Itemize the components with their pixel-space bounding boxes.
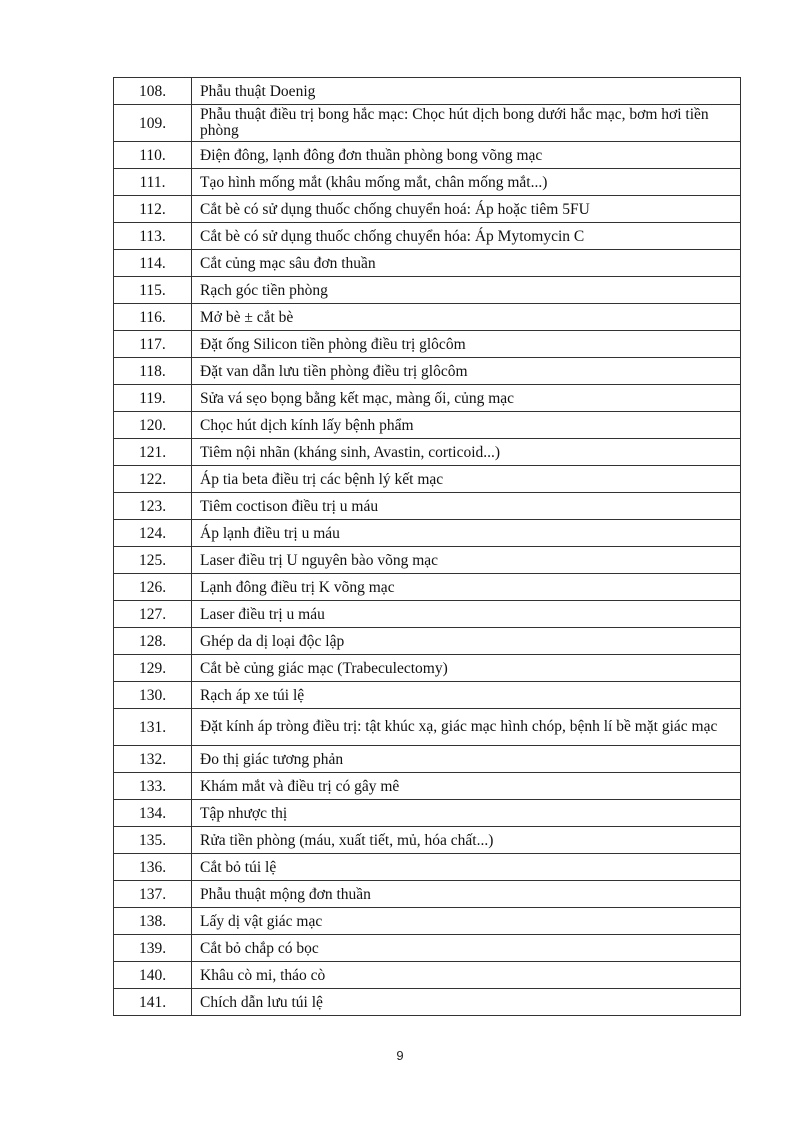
- procedure-name: Khâu cò mi, tháo cò: [192, 962, 741, 989]
- table-row: [114, 358, 741, 385]
- procedure-name: Cắt củng mạc sâu đơn thuần: [192, 250, 741, 277]
- row-number: 131.: [114, 709, 192, 746]
- table-row: [114, 493, 741, 520]
- procedure-name: Lấy dị vật giác mạc: [192, 908, 741, 935]
- procedure-name: Rửa tiền phòng (máu, xuất tiết, mủ, hóa chất...): [192, 827, 741, 854]
- table-row: [114, 466, 741, 493]
- table-row: [114, 881, 741, 908]
- procedure-name: Laser điều trị U nguyên bào võng mạc: [192, 547, 741, 574]
- table-row: [114, 989, 741, 1016]
- table-row: [114, 773, 741, 800]
- row-number: 110.: [114, 142, 192, 169]
- row-number: 115.: [114, 277, 192, 304]
- table-row: [114, 105, 741, 142]
- procedure-name: Chọc hút dịch kính lấy bệnh phẩm: [192, 412, 741, 439]
- table-row: [114, 962, 741, 989]
- row-number: 129.: [114, 655, 192, 682]
- table-row: [114, 412, 741, 439]
- table-row: [114, 142, 741, 169]
- table-row: [114, 827, 741, 854]
- procedure-name: Cắt bỏ chắp có bọc: [192, 935, 741, 962]
- table-row: [114, 223, 741, 250]
- procedure-name: Rạch áp xe túi lệ: [192, 682, 741, 709]
- procedure-table: [113, 77, 741, 1016]
- procedure-name: Cắt bè có sử dụng thuốc chống chuyển hoá: Áp hoặc tiêm 5FU: [192, 196, 741, 223]
- row-number: 108.: [114, 78, 192, 105]
- row-number: 140.: [114, 962, 192, 989]
- row-number: 135.: [114, 827, 192, 854]
- procedure-name: Lạnh đông điều trị K võng mạc: [192, 574, 741, 601]
- table-row: [114, 601, 741, 628]
- table-row: [114, 854, 741, 881]
- row-number: 109.: [114, 105, 192, 142]
- row-number: 114.: [114, 250, 192, 277]
- row-number: 133.: [114, 773, 192, 800]
- table-row: [114, 709, 741, 746]
- row-number: 125.: [114, 547, 192, 574]
- row-number: 128.: [114, 628, 192, 655]
- procedure-name: Phẫu thuật điều trị bong hắc mạc: Chọc hút dịch bong dưới hắc mạc, bơm hơi tiền phòng: [192, 105, 741, 142]
- procedure-name: Tập nhược thị: [192, 800, 741, 827]
- procedure-name: Áp tia beta điều trị các bệnh lý kết mạc: [192, 466, 741, 493]
- table-row: [114, 196, 741, 223]
- table-row: [114, 655, 741, 682]
- row-number: 136.: [114, 854, 192, 881]
- procedure-name: Phẫu thuật Doenig: [192, 78, 741, 105]
- row-number: 116.: [114, 304, 192, 331]
- row-number: 117.: [114, 331, 192, 358]
- table-row: [114, 908, 741, 935]
- row-number: 134.: [114, 800, 192, 827]
- procedure-name: Cắt bè có sử dụng thuốc chống chuyển hóa: Áp Mytomycin C: [192, 223, 741, 250]
- procedure-name: Tạo hình mống mắt (khâu mống mắt, chân mống mắt...): [192, 169, 741, 196]
- procedure-name: Điện đông, lạnh đông đơn thuần phòng bong võng mạc: [192, 142, 741, 169]
- row-number: 137.: [114, 881, 192, 908]
- table-row: [114, 935, 741, 962]
- procedure-table-body: [114, 78, 741, 1016]
- row-number: 123.: [114, 493, 192, 520]
- procedure-name: Cắt bỏ túi lệ: [192, 854, 741, 881]
- table-row: [114, 439, 741, 466]
- row-number: 113.: [114, 223, 192, 250]
- row-number: 139.: [114, 935, 192, 962]
- row-number: 119.: [114, 385, 192, 412]
- row-number: 138.: [114, 908, 192, 935]
- row-number: 126.: [114, 574, 192, 601]
- procedure-name: Đo thị giác tương phản: [192, 746, 741, 773]
- procedure-name: Tiêm nội nhãn (kháng sinh, Avastin, corticoid...): [192, 439, 741, 466]
- table-row: [114, 547, 741, 574]
- row-number: 122.: [114, 466, 192, 493]
- table-row: [114, 331, 741, 358]
- procedure-name: Sửa vá sẹo bọng bằng kết mạc, màng ối, củng mạc: [192, 385, 741, 412]
- table-row: [114, 682, 741, 709]
- procedure-name: Rạch góc tiền phòng: [192, 277, 741, 304]
- row-number: 121.: [114, 439, 192, 466]
- row-number: 112.: [114, 196, 192, 223]
- procedure-name: Áp lạnh điều trị u máu: [192, 520, 741, 547]
- table-row: [114, 574, 741, 601]
- row-number: 127.: [114, 601, 192, 628]
- table-row: [114, 520, 741, 547]
- procedure-name: Laser điều trị u máu: [192, 601, 741, 628]
- table-row: [114, 304, 741, 331]
- procedure-name: Đặt van dẫn lưu tiền phòng điều trị glôcôm: [192, 358, 741, 385]
- procedure-name: Ghép da dị loại độc lập: [192, 628, 741, 655]
- procedure-name: Chích dẫn lưu túi lệ: [192, 989, 741, 1016]
- row-number: 111.: [114, 169, 192, 196]
- row-number: 130.: [114, 682, 192, 709]
- table-row: [114, 277, 741, 304]
- procedure-name: Đặt kính áp tròng điều trị: tật khúc xạ, giác mạc hình chóp, bệnh lí bề mặt giác mạc: [192, 709, 741, 746]
- table-row: [114, 746, 741, 773]
- row-number: 120.: [114, 412, 192, 439]
- table-row: [114, 628, 741, 655]
- row-number: 124.: [114, 520, 192, 547]
- table-row: [114, 169, 741, 196]
- row-number: 141.: [114, 989, 192, 1016]
- row-number: 118.: [114, 358, 192, 385]
- table-row: [114, 78, 741, 105]
- procedure-name: Đặt ống Silicon tiền phòng điều trị glôcôm: [192, 331, 741, 358]
- table-row: [114, 385, 741, 412]
- procedure-name: Tiêm coctison điều trị u máu: [192, 493, 741, 520]
- procedure-name: Phẫu thuật mộng đơn thuần: [192, 881, 741, 908]
- procedure-name: Khám mắt và điều trị có gây mê: [192, 773, 741, 800]
- procedure-name: Cắt bè củng giác mạc (Trabeculectomy): [192, 655, 741, 682]
- table-row: [114, 250, 741, 277]
- row-number: 132.: [114, 746, 192, 773]
- page-number: 9: [396, 1048, 404, 1063]
- procedure-name: Mở bè ± cắt bè: [192, 304, 741, 331]
- table-row: [114, 800, 741, 827]
